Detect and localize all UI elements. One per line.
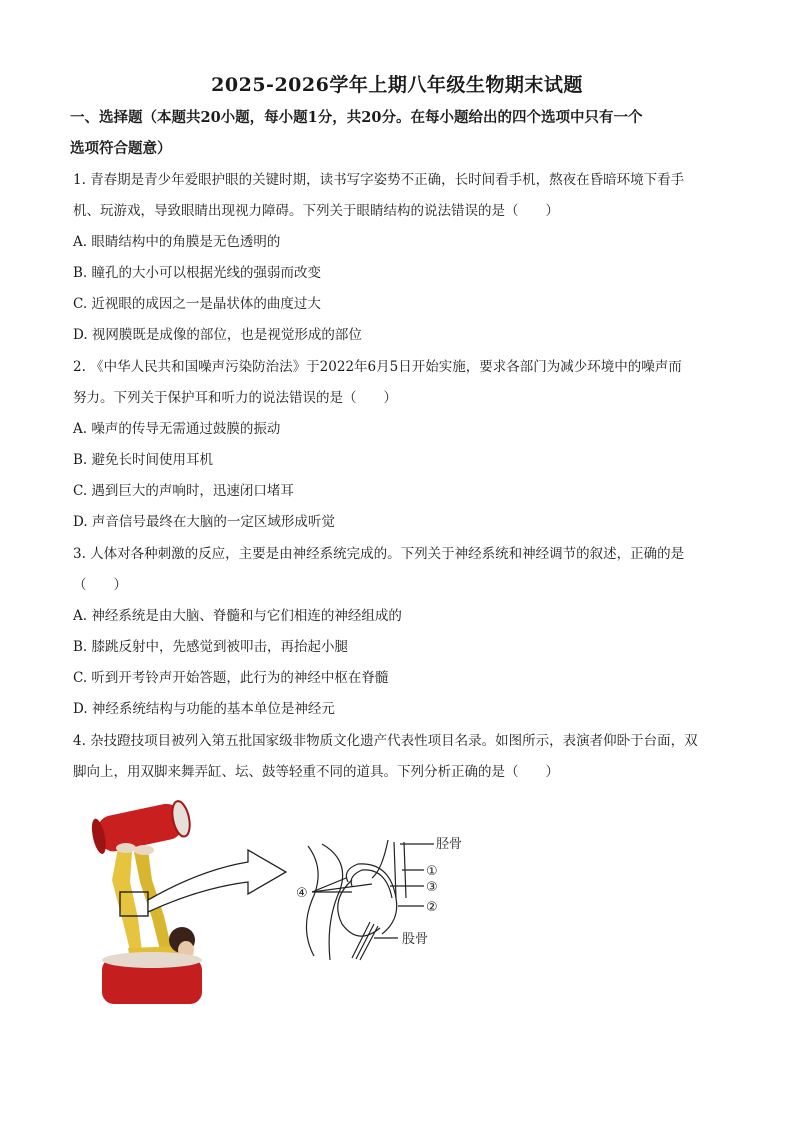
q1-option-a[interactable]: A. 眼睛结构中的角膜是无色透明的	[73, 234, 281, 250]
q3-option-b[interactable]: B. 膝跳反射中，先感觉到被叩击，再抬起小腿	[73, 639, 349, 655]
q2-option-c[interactable]: C. 遇到巨大的声响时，迅速闭口堵耳	[73, 483, 294, 499]
q1-option-b[interactable]: B. 瞳孔的大小可以根据光线的强弱而改变	[73, 265, 322, 281]
q3-option-d[interactable]: D. 神经系统结构与功能的基本单位是神经元	[73, 701, 335, 717]
acrobat-illustration	[90, 800, 202, 1004]
section-heading-line2: 选项符合题意）	[70, 140, 172, 157]
q3-option-c[interactable]: C. 听到开考铃声开始答题，此行为的神经中枢在脊髓	[73, 670, 389, 686]
q3-stem-line2: （ ）	[73, 577, 127, 593]
zoom-arrow	[148, 850, 286, 912]
q3-stem-line1: 3. 人体对各种刺激的反应，主要是由神经系统完成的。下列关于神经系统和神经调节的叙述，正确的是	[73, 546, 685, 562]
q3-option-a[interactable]: A. 神经系统是由大脑、脊髓和与它们相连的神经组成的	[73, 608, 402, 624]
label-2: ②	[426, 900, 438, 915]
q1-option-d[interactable]: D. 视网膜既是成像的部位，也是视觉形成的部位	[73, 327, 362, 343]
label-1: ①	[426, 864, 438, 879]
q4-figure	[90, 800, 490, 1010]
label-3: ③	[426, 880, 438, 895]
label-femur: 股骨	[402, 932, 429, 947]
q1-option-c[interactable]: C. 近视眼的成因之一是晶状体的曲度过大	[73, 296, 321, 312]
q4-stem-line1: 4. 杂技蹬技项目被列入第五批国家级非物质文化遗产代表性项目名录。如图所示，表演者仰卧于台面，双	[73, 733, 698, 749]
exam-title: 2025-2026学年上期八年级生物期末试题	[211, 74, 583, 96]
q2-option-d[interactable]: D. 声音信号最终在大脑的一定区域形成听觉	[73, 514, 335, 530]
label-4: ④	[296, 886, 308, 901]
q1-stem-line2: 机、玩游戏，导致眼睛出现视力障碍。下列关于眼睛结构的说法错误的是（ ）	[73, 203, 559, 219]
q2-option-b[interactable]: B. 避免长时间使用耳机	[73, 452, 214, 468]
section-heading-line1: 一、选择题（本题共20小题，每小题1分，共20分。在每小题给出的四个选项中只有一个	[70, 109, 643, 126]
q1-stem-line1: 1. 青春期是青少年爱眼护眼的关键时期，读书写字姿势不正确，长时间看手机，熬夜在昏暗环境下看手	[73, 172, 685, 188]
q2-option-a[interactable]: A. 噪声的传导无需通过鼓膜的振动	[73, 421, 281, 437]
q2-stem-line2: 努力。下列关于保护耳和听力的说法错误的是（ ）	[73, 390, 397, 406]
q4-stem-line2: 脚向上，用双脚来舞弄缸、坛、鼓等轻重不同的道具。下列分析正确的是（ ）	[73, 764, 559, 780]
label-tibia: 胫骨	[436, 837, 463, 852]
q2-stem-line1: 2. 《中华人民共和国噪声污染防治法》于2022年6月5日开始实施，要求各部门为减少环境中的噪声而	[73, 359, 682, 375]
